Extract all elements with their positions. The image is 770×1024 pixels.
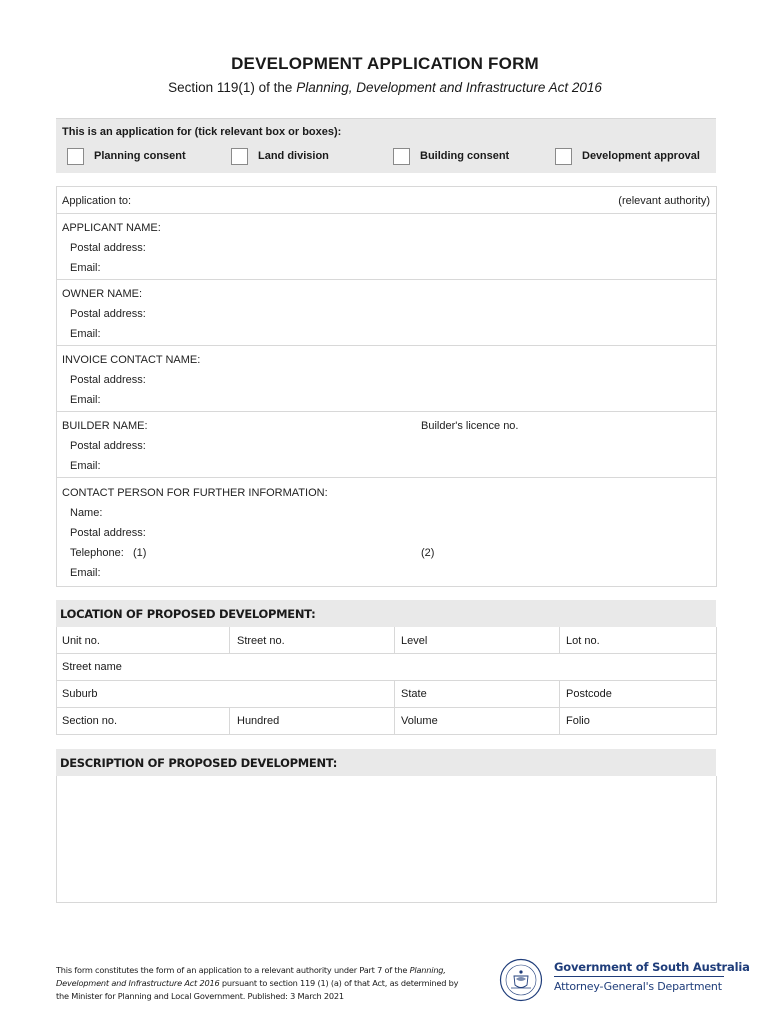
builder-name-label: BUILDER NAME: [62,420,148,432]
folio-field[interactable]: Folio [566,715,590,727]
applicant-row[interactable] [57,213,716,280]
contact-person-telephone-label: Telephone: (1) [70,547,147,559]
lot-no-field[interactable]: Lot no. [566,635,600,647]
invoice-row[interactable] [57,345,716,412]
divider [57,653,716,654]
owner-row[interactable] [57,279,716,346]
location-grid [56,627,717,735]
divider [229,707,230,734]
footer-act-1: Planning, [409,965,446,975]
invoice-postal-label: Postal address: [70,374,146,386]
owner-postal-label: Postal address: [70,308,146,320]
contact-person-email-label: Email: [70,567,101,579]
builder-postal-label: Postal address: [70,440,146,452]
application-to-row[interactable] [57,187,716,213]
section-no-field[interactable]: Section no. [62,715,118,727]
suburb-field[interactable]: Suburb [62,688,98,700]
builder-licence-label: Builder's licence no. [421,420,519,432]
divider [554,976,724,977]
footer-text [56,964,496,1003]
relevant-authority-label: (relevant authority) [618,195,710,207]
applicant-email-label: Email: [70,262,101,274]
footer-text-3: the Minister for Planning and Local Government. Published: 3 March 2021 [56,991,344,1001]
level-field[interactable]: Level [401,635,428,647]
footer-text-2: pursuant to section 119 (1) (a) of that Act, as determined by [219,978,459,988]
applicant-name-label: APPLICANT NAME: [62,222,161,234]
description-heading: DESCRIPTION OF PROPOSED DEVELOPMENT: [60,756,338,770]
street-name-field[interactable]: Street name [62,661,122,673]
footer-act-2: Development and Infrastructure Act 2016 [56,978,220,988]
application-to-label: Application to: [62,195,132,207]
street-no-field[interactable]: Street no. [237,635,285,647]
description-textarea[interactable] [56,776,717,903]
application-type-prompt: This is an application for (tick relevant box or boxes): [62,126,342,138]
builder-row[interactable] [57,411,716,478]
owner-name-label: OWNER NAME: [62,288,143,300]
government-name: Government of South Australia [554,960,750,974]
divider [394,680,395,734]
divider [57,680,716,681]
owner-email-label: Email: [70,328,101,340]
checkbox-label: Land division [258,150,329,162]
checkbox-label: Planning consent [94,150,186,162]
department-name: Attorney-General's Department [554,980,722,993]
hundred-field[interactable]: Hundred [237,715,280,727]
divider [559,680,560,734]
postcode-field[interactable]: Postcode [566,688,612,700]
location-heading-bar [56,600,716,627]
checkbox-box[interactable] [67,148,84,165]
builder-email-label: Email: [70,460,101,472]
south-australia-crest-icon [499,958,543,1002]
divider [394,627,395,653]
volume-field[interactable]: Volume [401,715,438,727]
divider [559,627,560,653]
divider [229,627,230,653]
checkbox-box[interactable] [555,148,572,165]
subtitle-act: Planning, Development and Infrastructure Act 2016 [296,80,602,95]
divider [57,707,716,708]
applicant-postal-label: Postal address: [70,242,146,254]
state-field[interactable]: State [401,688,427,700]
checkbox-box[interactable] [231,148,248,165]
contact-person-postal-label: Postal address: [70,527,146,539]
contact-person-name-label: Name: [70,507,103,519]
form-title: DEVELOPMENT APPLICATION FORM [231,54,539,73]
checkbox-building-consent[interactable] [393,147,509,165]
invoice-email-label: Email: [70,394,101,406]
checkbox-development-approval[interactable] [555,147,700,165]
invoice-name-label: INVOICE CONTACT NAME: [62,354,201,366]
checkbox-label: Development approval [582,150,700,162]
form-subtitle [0,80,770,95]
location-heading: LOCATION OF PROPOSED DEVELOPMENT: [60,607,316,621]
checkbox-land-division[interactable] [231,147,329,165]
unit-no-field[interactable]: Unit no. [62,635,100,647]
application-type-panel [56,118,716,173]
subtitle-prefix: Section 119(1) of the [168,80,297,95]
contact-person-heading: CONTACT PERSON FOR FURTHER INFORMATION: [62,487,328,499]
contact-person-telephone2-label: (2) [421,547,435,559]
checkbox-box[interactable] [393,148,410,165]
checkbox-label: Building consent [420,150,510,162]
footer-text-1: This form constitutes the form of an application to a relevant authority under Part 7 of the [56,965,410,975]
contact-person-row[interactable] [57,477,716,587]
contacts-section [56,186,717,587]
checkbox-planning-consent[interactable] [67,147,186,165]
description-heading-bar [56,749,716,776]
